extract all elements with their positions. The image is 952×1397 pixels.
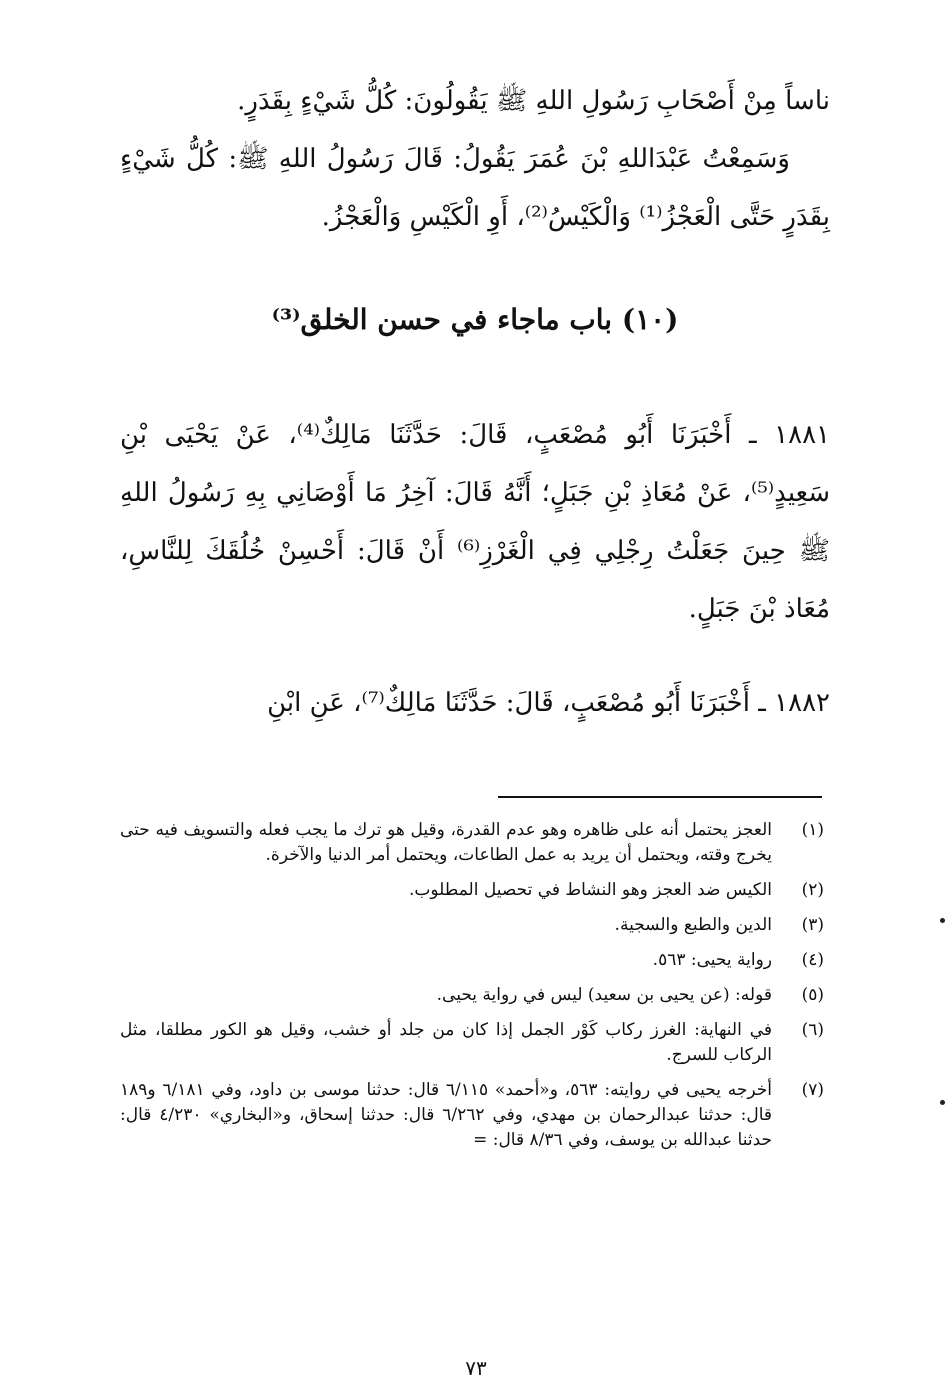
footnote-text: في النهاية: الغرز ركاب كَوْر الجمل إذا كان من جلد أو خشب، وقيل هو الكور مطلقا، مثل الركاب للسرج. [120, 1020, 772, 1065]
footnote-text: رواية يحيى: ٥٦٣. [652, 950, 772, 970]
chapter-heading: (١٠) باب ماجاء في حسن الخلق⁽³⁾ [271, 303, 679, 336]
footnote-number: (٣) [801, 915, 824, 935]
page-number: ٧٣ [465, 1356, 487, 1380]
paragraph-ibn-umar: وَسَمِعْتُ عَبْدَاللهِ بْنَ عُمَرَ يَقُولُ: قَالَ رَسُولُ اللهِ ﷺ: كُلُّ شَيْءٍ بِقَدَرٍ حَتَّى الْعَجْزُ⁽¹⁾ وَالْكَيْسُ⁽²⁾، أَوِ الْكَيْسِ وَالْعَجْزُ. [120, 144, 830, 232]
footnote-5 [120, 983, 830, 1008]
hadith-1881: ١٨٨١ ـ أَخْبَرَنَا أَبُو مُصْعَبٍ، قَالَ: حَدَّثَنَا مَالِكٌ⁽⁴⁾، عَنْ يَحْيَى بْنِ سَعِيدٍ⁽⁵⁾، عَنْ مُعَاذِ بْنِ جَبَلٍ؛ أَنَّهُ قَالَ: آخِرُ مَا أَوْصَانِي بِهِ رَسُولُ اللهِ ﷺ حِينَ جَعَلْتُ رِجْلِي فِي الْغَرْزِ⁽⁶⁾ أَنْ قَالَ: أَحْسِنْ خُلُقَكَ لِلنَّاسِ، مُعَاذ بْنَ جَبَلٍ. [120, 420, 830, 624]
hadith-1882: ١٨٨٢ ـ أَخْبَرَنَا أَبُو مُصْعَبٍ، قَالَ: حَدَّثَنَا مَالِكٌ⁽⁷⁾، عَنِ ابْنِ [267, 688, 830, 718]
footnote-text: العجز يحتمل أنه على ظاهره وهو عدم القدرة، وقيل هو ترك ما يجب فعله والتسويف فيه حتى يخرج وقته، ويحتمل أن يريد به عمل الطاعات، ويحتمل أمر الدنيا والآخرة. [120, 820, 772, 865]
footnote-number: (١) [801, 820, 824, 840]
footnote-number: (٧) [801, 1080, 824, 1100]
footnote-1 [120, 818, 830, 868]
footnote-3 [120, 913, 830, 938]
footnote-text: أخرجه يحيى في روايته: ٥٦٣، و«أحمد» ٦/١١٥ قال: حدثنا موسى بن داود، وفي ٦/١٨١ و١٨٩ قال: حدثنا عبدالرحمان بن مهدي، وفي ٦/٢٦٢ قال: حدثنا إسحاق، و«البخاري» ٤/٢٣٠ قال: حدثنا عبدالله بن يوسف، وفي ٨/٣٦ قال: = [120, 1080, 773, 1150]
footnote-6 [120, 1018, 830, 1068]
scan-edge-mark [940, 1100, 945, 1105]
footnote-2 [120, 878, 830, 903]
scan-edge-mark [940, 918, 945, 923]
footnote-number: (٤) [801, 950, 824, 970]
footnote-text: قوله: (عن يحيى بن سعيد) ليس في رواية يحيى. [436, 985, 772, 1005]
footnote-text: الدين والطبع والسجية. [614, 915, 772, 935]
footnote-7 [120, 1078, 830, 1153]
footnote-text: الكيس ضد العجز وهو النشاط في تحصيل المطلوب. [408, 880, 772, 900]
footnote-number: (٦) [801, 1020, 824, 1040]
footnotes-block [120, 818, 830, 1163]
footnote-divider [498, 796, 822, 798]
footnote-4 [120, 948, 830, 973]
footnote-number: (٢) [801, 880, 824, 900]
main-text-block [120, 72, 830, 246]
footnote-number: (٥) [801, 985, 824, 1005]
paragraph-opening: ناساً مِنْ أَصْحَابِ رَسُولِ اللهِ ﷺ يَقُولُونَ: كُلُّ شَيْءٍ بِقَدَرٍ. [237, 86, 830, 116]
